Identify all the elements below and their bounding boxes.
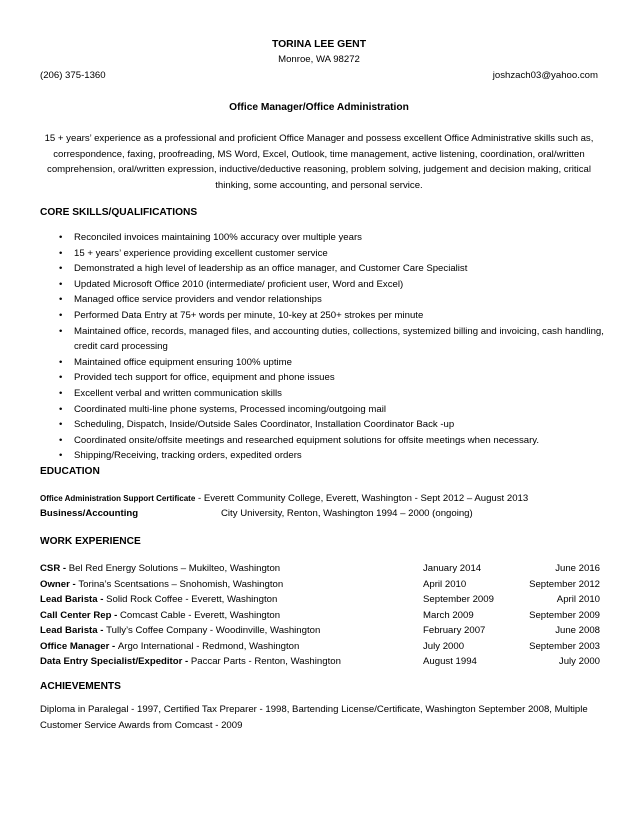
job-end-date: September 2003 xyxy=(529,640,600,652)
job-employer: Paccar Parts - Renton, Washington xyxy=(190,656,341,667)
job-title: Owner - xyxy=(40,578,79,590)
job-title: Office Manager - xyxy=(40,640,118,652)
skill-item: • 15 + years’ experience providing excellent customer service xyxy=(74,246,614,262)
email-address: joshzach03@yahoo.com xyxy=(492,70,598,81)
job-role xyxy=(40,608,280,624)
work-heading: WORK EXPERIENCE xyxy=(40,536,141,547)
skill-item: • Maintained office equipment ensuring 100% uptime xyxy=(74,355,614,371)
job-start-date: September 2009 xyxy=(423,594,494,605)
job-row xyxy=(40,577,610,593)
education-certificate-row xyxy=(40,492,528,505)
skill-item: • Excellent verbal and written communication skills xyxy=(74,386,614,402)
skill-item: • Shipping/Receiving, tracking orders, expedited orders xyxy=(74,448,614,464)
job-row xyxy=(40,561,610,577)
skill-item: • Reconciled invoices maintaining 100% accuracy over multiple years xyxy=(74,230,614,246)
degree-detail: City University, Renton, Washington 1994 – 2000 (ongoing) xyxy=(221,508,473,519)
job-title: CSR - xyxy=(40,563,69,574)
job-row xyxy=(40,654,610,670)
address: Monroe, WA 98272 xyxy=(278,54,360,65)
objective-title: Office Manager/Office Administration xyxy=(229,102,409,113)
skill-item: • Managed office service providers and vendor relationships xyxy=(74,292,614,308)
skill-item: • Scheduling, Dispatch, Inside/Outside Sales Coordinator, Installation Coordinator Back -up xyxy=(74,417,614,433)
job-end-date: September 2009 xyxy=(529,609,600,621)
achievements-heading: ACHIEVEMENTS xyxy=(40,681,121,692)
certificate-detail: - Everett Community College, Everett, Washington - Sept 2012 – August 2013 xyxy=(197,493,529,504)
work-list xyxy=(40,561,610,670)
job-employer: Argo International - Redmond, Washington xyxy=(117,640,300,652)
certificate-label: Office Administration Support Certificate xyxy=(40,494,196,503)
job-start-date: March 2009 xyxy=(423,609,474,621)
job-role xyxy=(40,561,280,577)
job-role xyxy=(40,654,341,670)
job-end-date: September 2012 xyxy=(529,578,600,590)
job-employer: Tully’s Coffee Company - Woodinville, Washington xyxy=(106,625,321,636)
skill-item: • Provided tech support for office, equipment and phone issues xyxy=(74,370,614,386)
skills-list xyxy=(74,230,614,464)
job-employer: Comcast Cable - Everett, Washington xyxy=(119,609,281,621)
job-employer: Torina’s Scentsations – Snohomish, Washington xyxy=(78,578,284,590)
job-end-date: July 2000 xyxy=(558,656,600,667)
skill-item: • Updated Microsoft Office 2010 (intermediate/ proficient user, Word and Excel) xyxy=(74,277,614,293)
job-end-date: June 2016 xyxy=(555,563,600,574)
candidate-name: TORINA LEE GENT xyxy=(271,39,367,50)
job-role xyxy=(40,623,320,639)
job-row xyxy=(40,592,610,608)
achievements-text: Diploma in Paralegal - 1997, Certified Tax Preparer - 1998, Bartending License/Certificate, Washington September 2008, Multiple Customer Service Awards from Comcast - 2009 xyxy=(40,704,588,731)
skill-item: • Demonstrated a high level of leadership as an office manager, and Customer Care Specialist xyxy=(74,261,614,277)
job-start-date: February 2007 xyxy=(423,625,486,636)
job-title: Lead Barista - xyxy=(40,594,107,605)
degree-label: Business/Accounting xyxy=(40,508,139,519)
job-start-date: July 2000 xyxy=(423,640,465,652)
job-start-date: August 1994 xyxy=(423,656,477,667)
job-end-date: June 2008 xyxy=(555,625,600,636)
job-employer: Bel Red Energy Solutions – Mukilteo, Washington xyxy=(68,563,281,574)
job-title: Call Center Rep - xyxy=(40,609,120,621)
job-role xyxy=(40,577,283,593)
job-employer: Solid Rock Coffee - Everett, Washington xyxy=(106,594,278,605)
job-role xyxy=(40,639,299,655)
summary-paragraph: 15 + years’ experience as a professional and proficient Office Manager and possess excellent Office Administrative skills such as, correspondence, faxing, proofreading, MS Word, Excel, Outlook, time management, active listening, coordination, oral/written comprehension, oral/written expression, inductive/deductive reasoning, problem solving, judgement and decision making, critical thinking, some accounting, and personal service. xyxy=(44,133,594,191)
skill-item: • Coordinated multi-line phone systems, Processed incoming/outgoing mail xyxy=(74,402,614,418)
skill-item: • Maintained office, records, managed files, and accounting duties, collections, systemized billing and invoicing, cash handling, credit card processing xyxy=(74,324,614,355)
job-start-date: January 2014 xyxy=(423,563,482,574)
job-title: Lead Barista - xyxy=(40,625,107,636)
skill-item: • Performed Data Entry at 75+ words per minute, 10-key at 250+ strokes per minute xyxy=(74,308,614,324)
job-role xyxy=(40,592,277,608)
job-row xyxy=(40,608,610,624)
skills-heading: CORE SKILLS/QUALIFICATIONS xyxy=(40,207,198,218)
phone-number: (206) 375-1360 xyxy=(40,70,106,81)
job-start-date: April 2010 xyxy=(423,578,467,590)
job-row xyxy=(40,623,610,639)
skill-item: • Coordinated onsite/offsite meetings and researched equipment solutions for offsite meetings when necessary. xyxy=(74,433,614,449)
education-heading: EDUCATION xyxy=(40,466,100,477)
job-row xyxy=(40,639,610,655)
job-title: Data Entry Specialist/Expeditor - xyxy=(40,656,191,667)
job-end-date: April 2010 xyxy=(556,594,600,605)
